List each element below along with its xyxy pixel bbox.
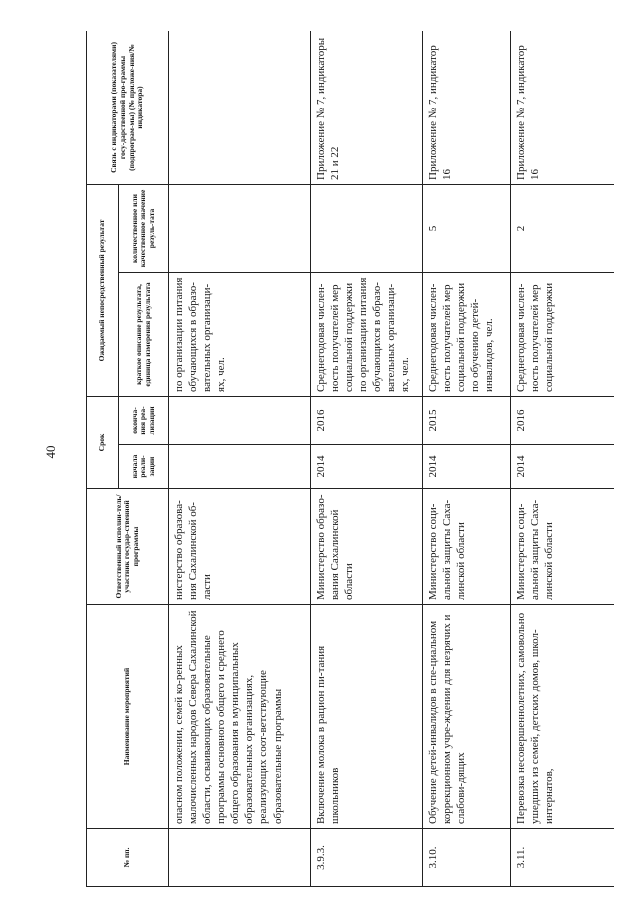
- cell-event-name: Обучение детей-инвалидов в спе-циальном коррекционном учре-ждении для незрячих и слабови-дящих: [423, 605, 511, 829]
- header-event-name: Наименование мероприятий: [87, 605, 169, 829]
- cell-term-start: 2014: [423, 445, 511, 489]
- cell-link: [169, 31, 311, 184]
- cell-result-desc: по организации питания обучающихся в образо-вательных организаци-ях, чел.: [169, 272, 311, 396]
- cell-num: 3.9.3.: [311, 829, 423, 887]
- cell-executor: Министерство соци-альной защиты Саха-линской области: [511, 489, 615, 605]
- header-executor: Ответственный исполни-тель/участник государ-ственной программы: [87, 489, 169, 605]
- header-term-end: оконча-ния реа-лизации: [119, 396, 169, 444]
- header-expected-result: Ожидаемый непосредственный результат: [87, 184, 119, 396]
- table-frame: [86, 31, 614, 887]
- cell-link: Приложение № 7, индикатор 16: [423, 31, 511, 184]
- cell-result-value: [311, 184, 423, 272]
- program-events-table: [86, 31, 614, 887]
- cell-term-end: 2015: [423, 396, 511, 444]
- cell-event-name: Перевозка несовершеннолетних, самовольно ушедших из семей, детских домов, школ-интернатов,: [511, 605, 615, 829]
- header-term: Срок: [87, 396, 119, 488]
- cell-result-desc: Среднегодовая числен-ность получателей мер социальной поддержки по организации питания обучающихся в образо-вательных организаци-ях, чел.: [311, 272, 423, 396]
- cell-event-name: Включение молока в рацион пи-тания школьников: [311, 605, 423, 829]
- cell-event-name: опасном положении, семей ко-ренных малочисленных народов Севера Сахалинской области, осваивающих образовательные программы основного общего и среднего общего образования в муниципальных образовательных организациях, реализующих соот-ветствующие образовательные программы: [169, 605, 311, 829]
- cell-executor: Министерство соци-альной защиты Саха-линской области: [423, 489, 511, 605]
- cell-link: Приложение № 7, индикаторы 21 и 22: [311, 31, 423, 184]
- cell-link: Приложение № 7, индикатор 16: [511, 31, 615, 184]
- cell-num: 3.11.: [511, 829, 615, 887]
- cell-result-desc: Среднегодовая числен-ность получателей мер социальной поддержки: [511, 272, 615, 396]
- cell-executor: нистерство образова-ния Сахалинской об-ласти: [169, 489, 311, 605]
- header-result-desc: краткое описание результата, единица измерения результата: [119, 272, 169, 396]
- cell-result-value: 2: [511, 184, 615, 272]
- cell-term-start: [169, 445, 311, 489]
- table-row: [169, 31, 311, 887]
- cell-result-value: 5: [423, 184, 511, 272]
- cell-num: 3.10.: [423, 829, 511, 887]
- cell-term-end: [169, 396, 311, 444]
- table-row: [511, 31, 615, 887]
- cell-term-start: 2014: [511, 445, 615, 489]
- cell-term-start: 2014: [311, 445, 423, 489]
- page-number: 40: [43, 445, 58, 459]
- cell-term-end: 2016: [311, 396, 423, 444]
- table-row: [311, 31, 423, 887]
- cell-result-value: [169, 184, 311, 272]
- cell-num: [169, 829, 311, 887]
- cell-term-end: 2016: [511, 396, 615, 444]
- rotated-page: [86, 31, 614, 887]
- cell-result-desc: Среднегодовая числен-ность получателей мер социальной поддержки по обучению детей-инвалидов, чел.: [423, 272, 511, 396]
- header-term-start: начала реали-зации: [119, 445, 169, 489]
- table-row: [423, 31, 511, 887]
- header-result-value: количественное или качественное значение резуль-тата: [119, 184, 169, 272]
- cell-executor: Министерство образо-вания Сахалинской области: [311, 489, 423, 605]
- header-link: Связь с индикаторами (показателями) госу-дарственной про-граммы (подпрограм-мы) (№ приложе-ния/№ индикатора): [87, 31, 169, 184]
- header-num: № пп.: [87, 829, 169, 887]
